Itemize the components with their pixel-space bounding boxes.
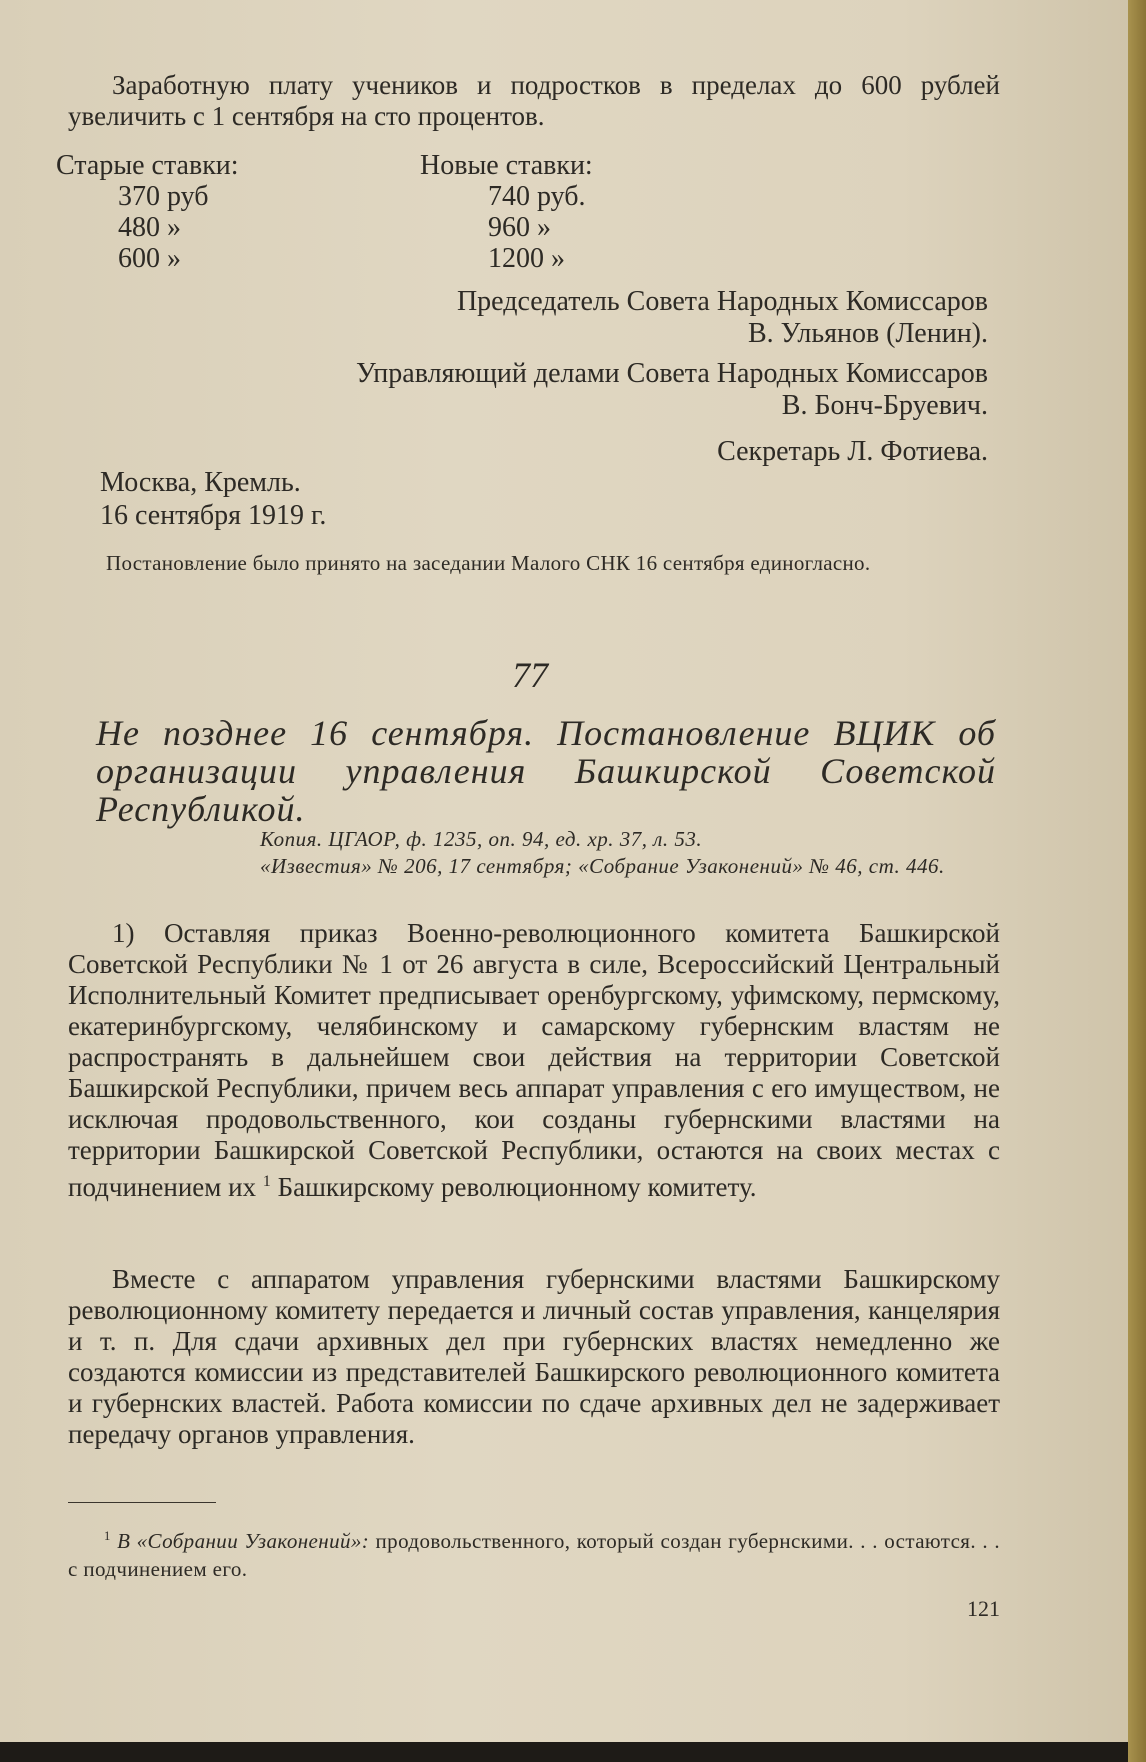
page-number: 121 <box>967 1596 1000 1621</box>
intro-paragraph <box>68 70 1000 132</box>
chair-title: Председатель Совета Народных Комиссаров <box>456 286 988 317</box>
footnote-source: В «Собрании Узаконений»: <box>117 1529 370 1553</box>
chair-signature <box>188 286 988 350</box>
rate-row <box>56 212 756 243</box>
place-and-date <box>100 466 326 532</box>
source-copy: Копия. ЦГАОР, ф. 1235, оп. 94, ед. хр. 37, л. 53. <box>260 827 703 851</box>
old-rate: 370 руб <box>118 181 209 212</box>
footnote-text <box>68 1522 1000 1583</box>
note-text: Постановление было принято на заседании Малого СНК 16 сентября единогласно. <box>106 551 871 575</box>
paragraph-1 <box>68 918 1000 1203</box>
secretary-signature <box>488 436 988 468</box>
new-rate: 740 руб. <box>488 181 586 212</box>
old-rate: 600 » <box>118 243 181 274</box>
body-paragraph-2 <box>68 1264 1000 1450</box>
rate-row <box>56 243 756 274</box>
intro-text: Заработную плату учеников и подростков в пределах до 600 рублей увеличить с 1 сентября на сто процентов. <box>68 70 1000 131</box>
scan-bottom-edge <box>0 1742 1128 1762</box>
body-paragraph-1 <box>68 918 1000 1203</box>
footnote-divider <box>68 1502 216 1503</box>
manager-signature <box>88 358 988 422</box>
document-number: 77 <box>512 655 548 695</box>
source-publication: «Известия» № 206, 17 сентября; «Собрание Узаконений» № 46, ст. 446. <box>260 854 945 878</box>
place: Москва, Кремль. <box>100 467 301 498</box>
editorial-note <box>68 550 1000 576</box>
rate-row <box>56 181 756 212</box>
chair-name: В. Ульянов (Ленин). <box>748 318 988 349</box>
date: 16 сентября 1919 г. <box>100 500 327 531</box>
secretary-name: Секретарь Л. Фотиева. <box>717 436 988 467</box>
document-title: Не позднее 16 сентября. Постановление ВЦИК об организации управления Башкирской Советской Республикой. <box>96 713 996 829</box>
footnote-reference: 1 <box>262 1172 271 1190</box>
footnote-body: продовольственного, который создан губернскими. . . остаются. . . с подчинением его. <box>68 1529 1000 1581</box>
rates-table <box>56 150 756 274</box>
old-rates-header: Старые ставки: <box>56 150 239 181</box>
paragraph-1-text: 1) Оставляя приказ Военно-революционного комитета Башкирской Советской Республики № 1 от 26 августа в силе, Всероссийский Центральный Исполнительный Комитет предписывает оренбургскому, уфимскому, пермскому, екатеринбургскому, челябинскому и самарскому губернским властям не распространять в дальнейшем свои действия на территории Советской Башкирской Республики, причем весь аппарат управления с его имуществом, не исключая продовольственного, кои созданы губернскими властями на территории Башкирской Советской Республики, остаются на своих местах с подчинением их <box>68 918 1000 1202</box>
new-rate: 1200 » <box>488 243 565 274</box>
new-rates-header: Новые ставки: <box>420 150 593 181</box>
paragraph-2: Вместе с аппаратом управления губернскими властями Башкирскому революционному комитету передается и личный состав управления, канцелярия и т. п. Для сдачи архивных дел при губернских властях немедленно же создаются комиссии из представителей Башкирского революционного комитета и губернских властей. Работа комиссии по сдаче архивных дел не задерживает передачу органов управления. <box>68 1264 1000 1449</box>
rates-header-row <box>56 150 756 181</box>
old-rate: 480 » <box>118 212 181 243</box>
document-sources <box>208 826 1000 880</box>
paragraph-1-ending: Башкирскому революционному комитету. <box>270 1172 757 1202</box>
manager-title: Управляющий делами Совета Народных Комиссаров <box>355 358 988 389</box>
manager-name: В. Бонч-Бруевич. <box>781 390 988 421</box>
footnote <box>68 1522 1000 1583</box>
new-rate: 960 » <box>488 212 551 243</box>
book-spine-edge <box>1128 0 1146 1762</box>
footnote-marker: 1 <box>104 1529 111 1543</box>
